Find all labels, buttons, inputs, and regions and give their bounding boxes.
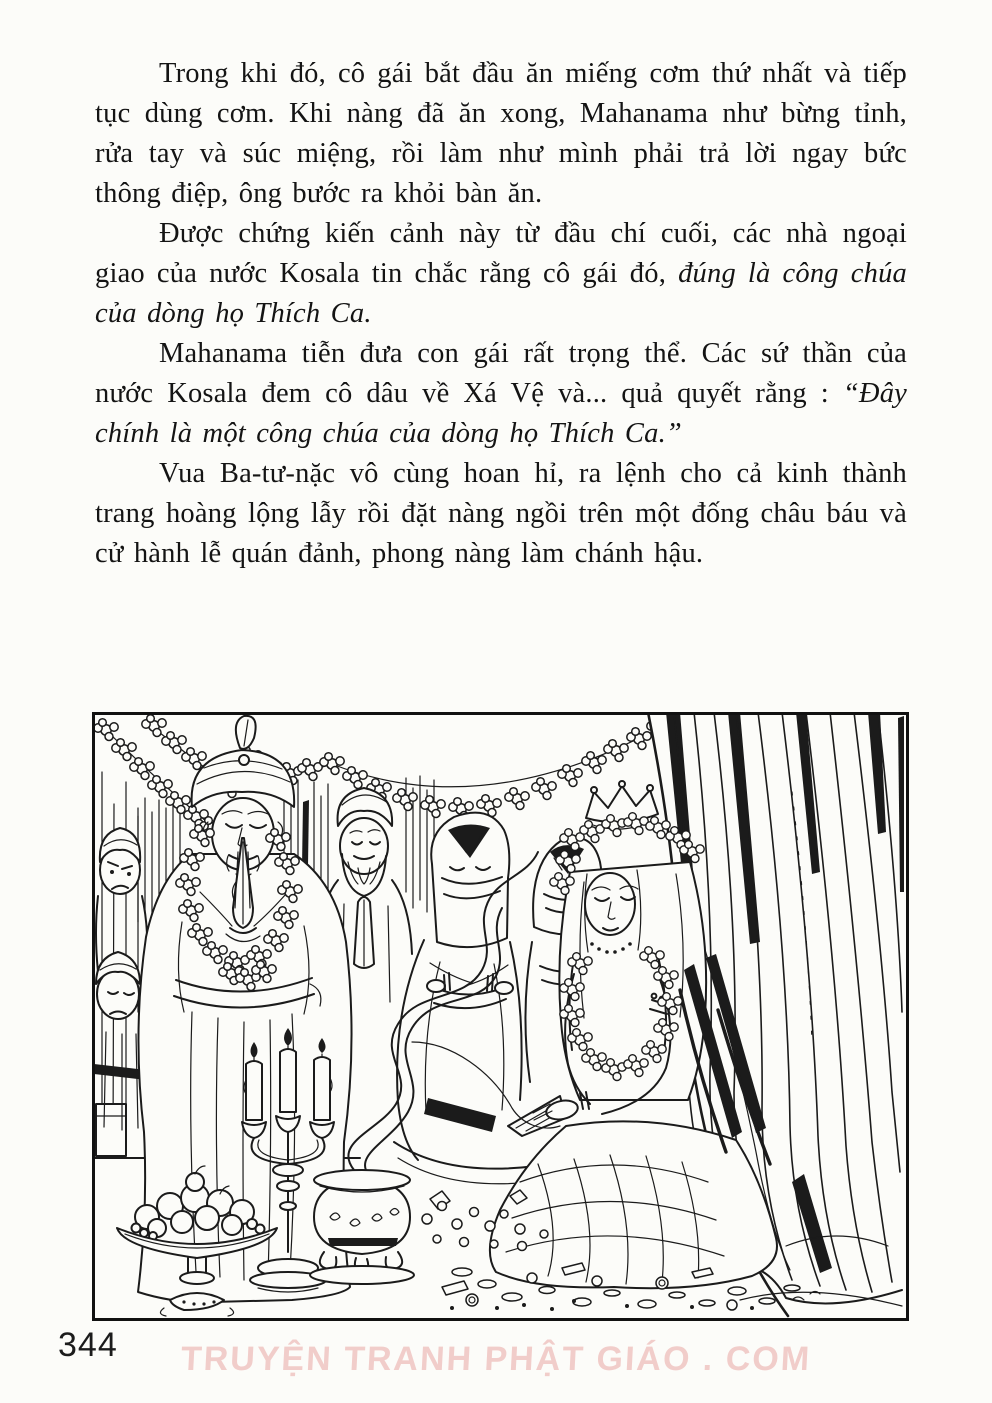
paragraph: Mahanama tiễn đưa con gái rất trọng thể. Các sứ thần của nước Kosala đem cô dâu về Xá Vệ và... quả quyết rằng : “Đây chính là một công chúa của dòng họ Thích Ca.”	[95, 338, 907, 449]
paragraph: Được chứng kiến cảnh này từ đầu chí cuối, các nhà ngoại giao của nước Kosala tin chắc rằng cô gái đó, đúng là công chúa của dòng họ Thích Ca.	[95, 218, 907, 329]
watermark: TRUYỆN TRANH PHẬT GIÁO . COM	[179, 1340, 813, 1378]
paragraph: Vua Ba-tư-nặc vô cùng hoan hỉ, ra lệnh cho cả kinh thành trang hoàng lộng lẫy rồi đặt nàng ngồi trên một đống châu báu và cử hành lễ quán đảnh, phong nàng làm chánh hậu.	[95, 458, 907, 569]
incense-burner	[310, 1170, 414, 1284]
page-number: 344	[58, 1326, 118, 1364]
illustration-panel	[92, 712, 909, 1321]
paragraph: Trong khi đó, cô gái bắt đầu ăn miếng cơm thứ nhất và tiếp tục dùng cơm. Khi nàng đã ăn xong, Mahanama như bừng tỉnh, rửa tay và súc miệng, rồi làm như mình phải trả lời ngay bức thông điệp, ông bước ra khỏi bàn ăn.	[95, 58, 907, 209]
ceremony-drawing	[92, 712, 909, 1321]
story-text	[95, 54, 907, 574]
skirt	[490, 1121, 777, 1288]
